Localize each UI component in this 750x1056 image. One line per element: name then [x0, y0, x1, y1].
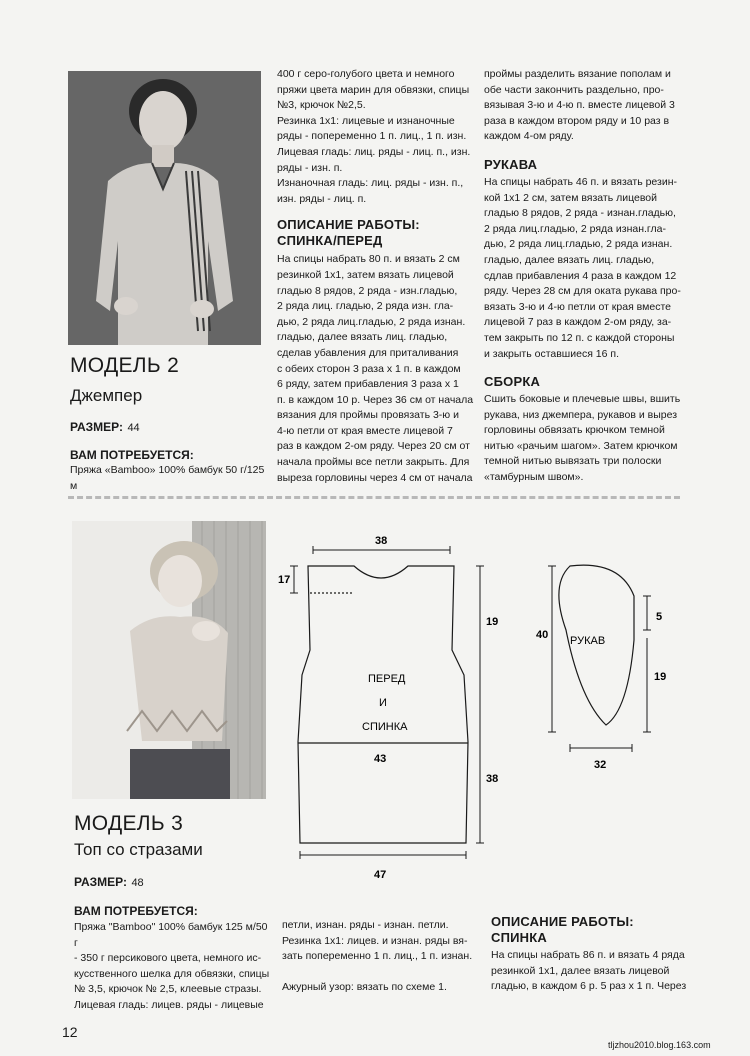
model3-need-text: Пряжа "Bamboo" 100% бамбук 125 м/50 г - 350 г персикового цвета, немного ис- кусственного шелка для обвязки, спицы № 3,5, крючок № 2,5, клеевые стразы. Лицевая гладь: лицев. ряды - лицевые — [74, 921, 270, 1011]
dim-waist-width: 43 — [374, 753, 387, 765]
model3-size-label: РАЗМЕР: — [74, 875, 127, 889]
model2-photo — [68, 71, 261, 345]
model2-work-heading: ОПИСАНИЕ РАБОТЫ: СПИНКА/ПЕРЕД — [277, 217, 420, 249]
model3-need-label: ВАМ ПОТРЕБУЕТСЯ: — [74, 904, 198, 918]
model3-stitch-text: петли, изнан. ряды - изнан. петли. Резинка 1х1: лицев. и изнан. ряды вя- зать попеременно 1 п. лиц., 1 п. изнан. Ажурный узор: вязать по схеме 1. — [282, 919, 473, 994]
page-number: 12 — [62, 1024, 78, 1040]
model2-assembly-heading: СБОРКА — [484, 374, 541, 390]
model2-subtitle: Джемпер — [70, 386, 143, 405]
dim-sleeve-length: 40 — [536, 629, 549, 641]
dim-sleeve-width: 32 — [594, 759, 607, 771]
model2-size-value: 44 — [127, 422, 140, 434]
model2-sleeve-text: На спицы набрать 46 п. и вязать резин- кой 1х1 2 см, затем вязать лицевой гладью 8 рядов, 2 ряда - изнан.гладью, 2 ряда лиц.гладью, 2 ряда изнан.гла- дью, 2 ряда лиц.гладью, 2 ряда изнан. гладью, далее вязать лиц. гладью, сдлав прибавления 4 раза в каждом 12 ряду. Через 28 см для оката рукава про- вязать 3-ю и 4-ю петли от края вместе лицевой 7 раз в каждом 2-ом ряду, за- тем закрыть по 12 п. с каждой стороны и закрыть оставшиеся 16 п. — [484, 175, 681, 360]
model2-materials-text: 400 г серо-голубого цвета и немного пряжи цвета марин для обвязки, спицы №3, крючок №2,5. Резинка 1х1: лицевые и изнаночные ряды - попеременно 1 п. лиц., 1 п. изн. Лицевая гладь: лиц. ряды - лиц. п., изн. ряды - изн. п. Изнаночная гладь: лиц. ряды - изн. п., изн. ряды - лиц. п. — [277, 68, 471, 205]
front-label-2: И — [379, 697, 387, 709]
pattern-diagram — [270, 520, 690, 890]
sleeve-label: РУКАВ — [570, 635, 606, 647]
model3-photo — [72, 521, 266, 799]
model3-col2 — [282, 918, 482, 996]
model3-subtitle: Топ со стразами — [74, 840, 203, 859]
model3-work-heading: ОПИСАНИЕ РАБОТЫ: СПИНКА — [491, 914, 634, 945]
model2-assembly-text: Сшить боковые и плечевые швы, вшить рукава, низ джемпера, рукавов и вырез горловины обвязать крючком темной нитью «рачьим шагом». Затем крючком темной нитью вывязать три полоски «тамбурным швом». — [484, 393, 681, 484]
model2-armhole-text: проймы разделить вязание пополам и обе части закончить раздельно, про- вязывая 3-ю и 4-ю п. вместе лицевой 3 раза в каждом втором ряду и 10 раз в каждом 4-ом ряду. — [484, 68, 675, 143]
model3-col3 — [491, 914, 691, 995]
section-divider — [68, 496, 680, 499]
dim-bottom-width: 47 — [374, 869, 387, 881]
dim-sleeve-side: 19 — [654, 671, 667, 683]
model2-size-label: РАЗМЕР: — [70, 420, 123, 434]
front-label-1: ПЕРЕД — [368, 673, 406, 685]
model2-need-text: Пряжа «Bamboo» 100% бамбук 50 г/125 м — [70, 464, 265, 492]
front-label-3: СПИНКА — [362, 721, 408, 733]
dim-sleeve-cap: 5 — [656, 611, 663, 623]
model2-col3 — [484, 67, 684, 486]
model3-title: МОДЕЛЬ 3 — [74, 812, 184, 835]
model2-sleeve-heading: РУКАВА — [484, 156, 538, 172]
model2-work-text: На спицы набрать 80 п. и вязать 2 см резинкой 1х1, затем вязать лицевой гладью 8 рядов, 2 ряда - изн.гладью, 2 ряда лиц. гладью, 2 ряда изн. гла- дью, 2 ряда лиц.гладью, 2 ряда изнан. гладью, далее вязать лиц. гладью, сделав убавления для приталивания с обеих сторон 3 раза х 1 п. в каждом 6 ряду, затем прибавления 3 раза х 1 п. в каждом 10 р. Через 36 см от начала вязания для проймы провязать 3-ю и 4-ю петли от края вместе лицевой 7 раз в каждом 2-ом ряду. Через 20 см от начала проймы все петли закрыть. Для выреза горловины через 4 см от начала — [277, 253, 474, 484]
model3-size-value: 48 — [131, 877, 144, 889]
model3-size — [74, 873, 144, 891]
model3-col1 — [74, 920, 274, 1014]
model2-col2 — [277, 67, 477, 486]
blog-credit: tljzhou2010.blog.163.com — [608, 1040, 711, 1050]
dim-lower-height: 38 — [486, 773, 499, 785]
dim-top-width: 38 — [375, 535, 388, 547]
model2-size — [70, 418, 140, 436]
dim-neck-depth: 17 — [278, 574, 291, 586]
model3-work-text: На спицы набрать 86 п. и вязать 4 ряда резинкой 1х1, далее вязать лицевой гладью, в каждом 6 р. 5 раз х 1 п. Через — [491, 949, 687, 993]
model2-title: МОДЕЛЬ 2 — [70, 354, 180, 377]
dim-armhole-height: 19 — [486, 616, 499, 628]
model2-need-label: ВАМ ПОТРЕБУЕТСЯ: — [70, 448, 194, 462]
